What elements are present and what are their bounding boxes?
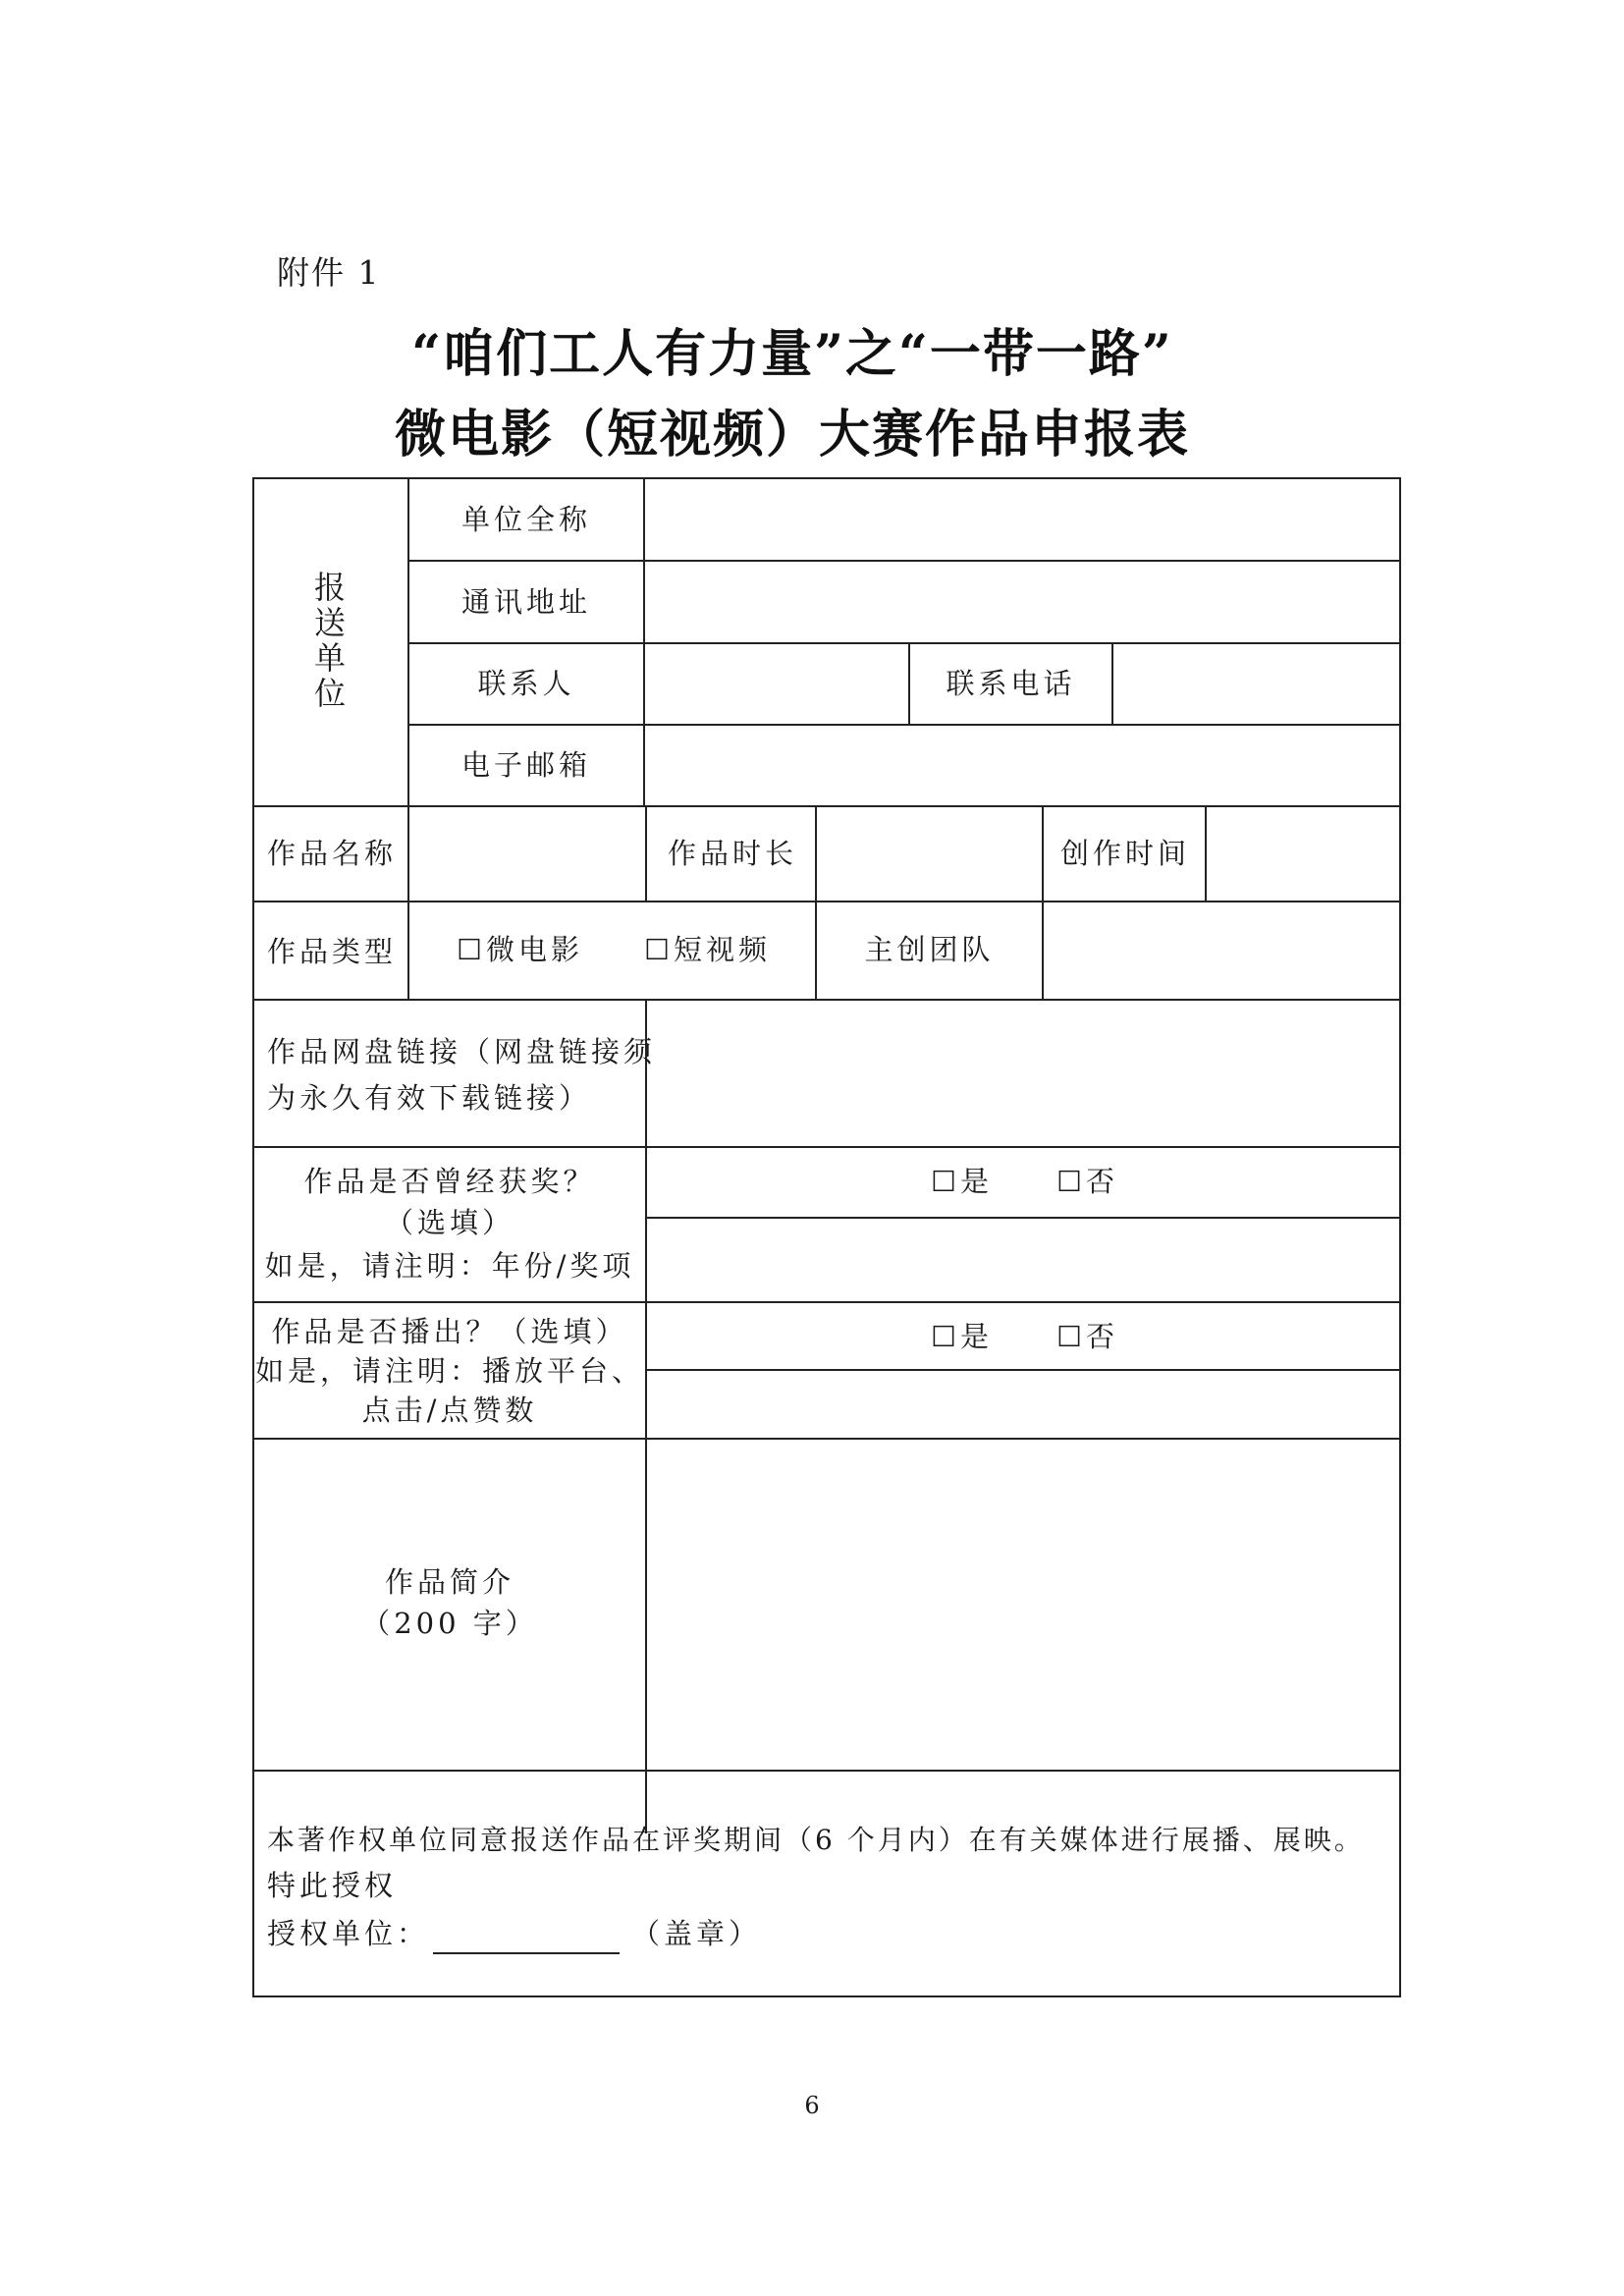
- label-created: 创作时间: [1060, 837, 1191, 870]
- label-award-line2: （选填）: [384, 1206, 514, 1239]
- label-work-type: 作品类型: [267, 935, 398, 968]
- label-broadcast-line1: 作品是否播出？（选填）: [271, 1315, 628, 1348]
- link-field[interactable]: [647, 1001, 1399, 1146]
- work-name-field[interactable]: [409, 807, 645, 901]
- created-field[interactable]: [1207, 807, 1399, 901]
- award-detail-field[interactable]: [647, 1219, 1399, 1301]
- checkbox-short-video[interactable]: ☐短视频: [644, 933, 771, 966]
- label-broadcast-line3: 点击/点赞数: [361, 1394, 538, 1427]
- form-title-line2: 微电影（短视频）大赛作品申报表: [394, 405, 1190, 465]
- phone-field[interactable]: [1113, 644, 1399, 724]
- label-authorizing-unit: 授权单位：: [267, 1917, 430, 1950]
- label-contact: 联系人: [477, 667, 575, 700]
- unit-name-field[interactable]: [645, 479, 1399, 560]
- label-intro-line2: （200 字）: [361, 1607, 538, 1640]
- label-award-line1: 作品是否曾经获奖？: [303, 1165, 596, 1198]
- consent-text: 本著作权单位同意报送作品在评奖期间（6 个月内）在有关媒体进行展播、展映。: [267, 1824, 1365, 1856]
- broadcast-no-checkbox[interactable]: ☐否: [1056, 1320, 1118, 1353]
- award-yes-checkbox[interactable]: ☐是: [931, 1165, 993, 1198]
- label-link-line1: 作品网盘链接（网盘链接须: [267, 1035, 657, 1068]
- section-label-char: 送: [313, 604, 346, 641]
- duration-field[interactable]: [817, 807, 1042, 901]
- authorizing-unit-blank[interactable]: [433, 1921, 620, 1954]
- label-broadcast-line2: 如是，请注明：播放平台、: [254, 1354, 644, 1388]
- label-creative-team: 主创团队: [864, 933, 995, 966]
- team-field[interactable]: [1044, 902, 1399, 999]
- section-label-char: 单: [313, 639, 346, 677]
- contact-field[interactable]: [645, 644, 908, 724]
- label-address: 通讯地址: [460, 585, 591, 619]
- form-title-line1: “咱们工人有力量”之“一带一路”: [411, 324, 1173, 384]
- label-duration: 作品时长: [668, 837, 798, 870]
- page-number: 6: [804, 2092, 820, 2119]
- section-label-char: 报: [313, 569, 346, 606]
- award-no-checkbox[interactable]: ☐否: [1056, 1165, 1118, 1198]
- broadcast-detail-field[interactable]: [647, 1371, 1399, 1438]
- email-field[interactable]: [645, 726, 1399, 805]
- section-label-char: 位: [313, 675, 346, 712]
- attachment-label: 附件 1: [277, 253, 381, 292]
- label-phone: 联系电话: [946, 667, 1076, 700]
- section-label-submitting-unit: [312, 570, 348, 711]
- authorizing-unit-row: [267, 1913, 761, 1954]
- label-intro-line1: 作品简介: [384, 1565, 514, 1599]
- label-email: 电子邮箱: [460, 748, 591, 782]
- intro-field[interactable]: [647, 1440, 1399, 1770]
- label-link-line2: 为永久有效下载链接）: [267, 1081, 592, 1115]
- label-seal: （盖章）: [631, 1917, 762, 1950]
- consent-authorize: 特此授权: [267, 1869, 398, 1902]
- checkbox-micro-film[interactable]: ☐微电影: [457, 933, 583, 966]
- label-unit-name: 单位全称: [460, 503, 591, 536]
- broadcast-yes-checkbox[interactable]: ☐是: [931, 1320, 993, 1353]
- address-field[interactable]: [645, 562, 1399, 642]
- label-work-name: 作品名称: [267, 837, 398, 870]
- label-award-line3: 如是，请注明：年份/奖项: [264, 1249, 635, 1283]
